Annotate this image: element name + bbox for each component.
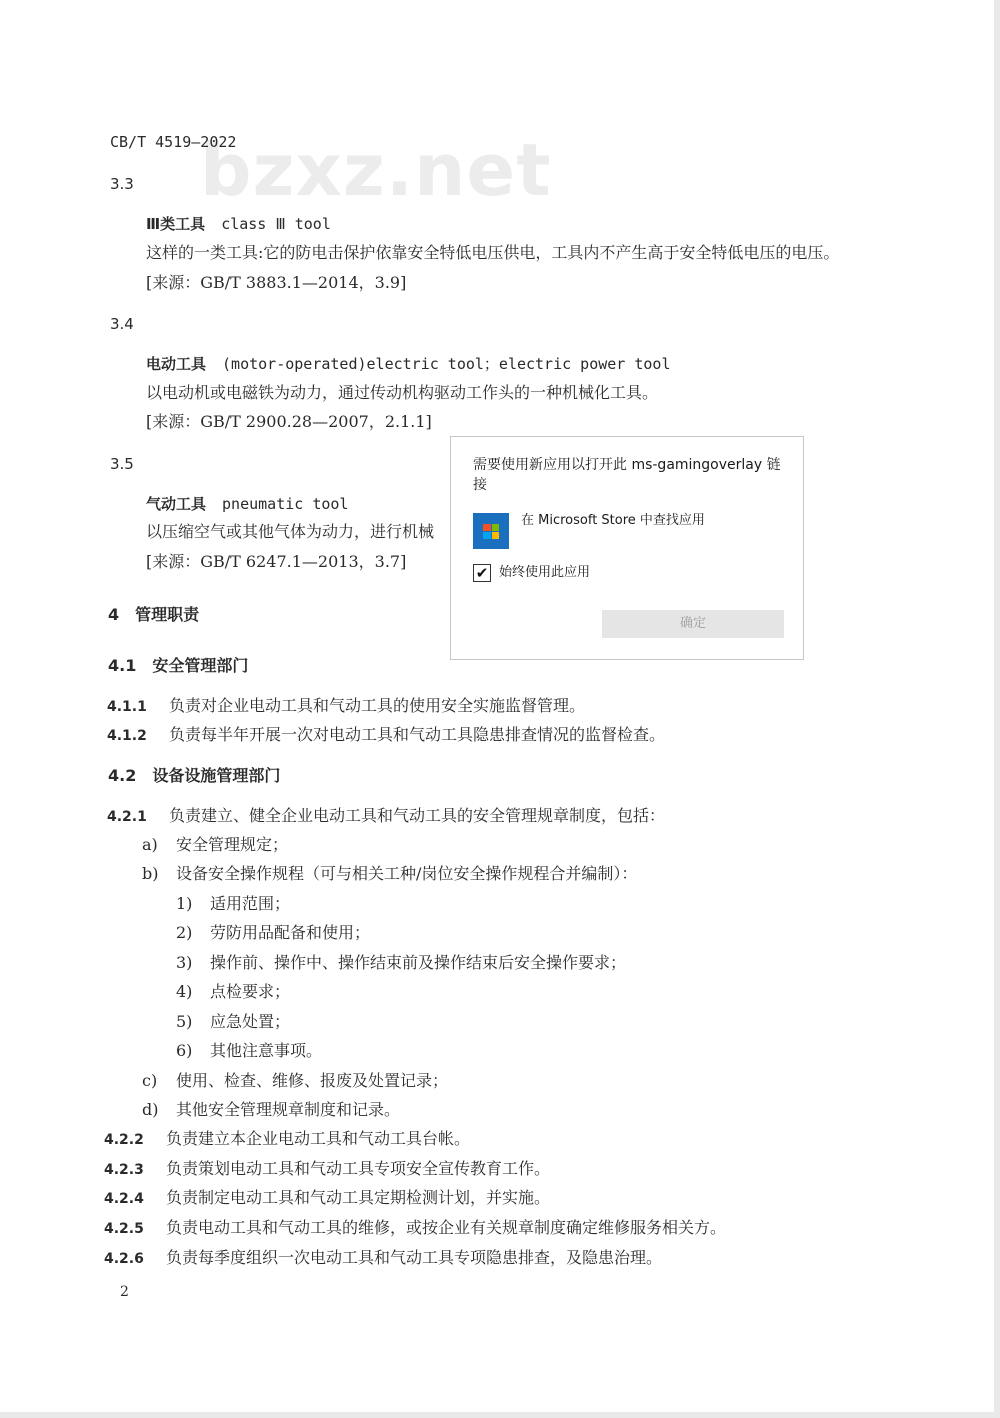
confirm-button[interactable]: 确定 xyxy=(602,610,784,638)
list-item-b xyxy=(142,864,637,884)
clause-text: 负责对企业电动工具和气动工具的使用安全实施监督管理。 xyxy=(169,696,586,715)
list-label: d) xyxy=(142,1100,159,1119)
clause-4-2-6 xyxy=(104,1248,662,1269)
source-3-4: [来源：GB/T 2900.28—2007，2.1.1] xyxy=(146,412,432,431)
term-zh: Ⅲ类工具 xyxy=(146,215,206,233)
always-use-label[interactable]: 始终使用此应用 xyxy=(499,565,591,580)
sublist-item xyxy=(176,923,370,943)
clause-text: 负责每季度组织一次电动工具和气动工具专项隐患排查，及隐患治理。 xyxy=(166,1248,663,1267)
document-header: CB/T 4519—2022 xyxy=(110,133,237,151)
clause-text: 负责策划电动工具和气动工具专项安全宣传教育工作。 xyxy=(166,1159,551,1178)
list-text: 其他安全管理规章制度和记录。 xyxy=(176,1100,401,1119)
clause-4-2-3 xyxy=(104,1159,550,1180)
clause-num: 4.1.1 xyxy=(107,699,147,715)
sublist-item xyxy=(176,894,290,914)
term-3-4 xyxy=(146,354,671,374)
list-label: 4) xyxy=(176,982,193,1001)
clause-number: 3.4 xyxy=(110,315,134,333)
clause-number: 3.3 xyxy=(110,175,134,193)
list-text: 安全管理规定； xyxy=(176,835,289,854)
list-item-d xyxy=(142,1100,400,1120)
clause-num: 4.2.6 xyxy=(104,1251,144,1267)
list-text: 使用、检查、维修、报废及处置记录； xyxy=(176,1071,449,1090)
always-use-checkbox[interactable] xyxy=(473,564,491,582)
clause-4-2-4 xyxy=(104,1188,550,1209)
list-text: 应急处置； xyxy=(210,1012,291,1031)
clause-text: 负责建立本企业电动工具和气动工具台帐。 xyxy=(166,1129,471,1148)
list-item-c xyxy=(142,1071,448,1091)
clause-4-2-2 xyxy=(104,1129,470,1150)
list-label: a) xyxy=(142,835,158,854)
watermark: bzxz.net xyxy=(200,128,552,212)
section-heading-4-2: 4.2 设备设施管理部门 xyxy=(108,766,281,785)
term-en: class Ⅲ tool xyxy=(221,215,331,233)
clause-text: 负责建立、健全企业电动工具和气动工具的安全管理规章制度，包括： xyxy=(169,806,666,825)
clause-4-2-5 xyxy=(104,1218,726,1239)
clause-num: 4.2.5 xyxy=(104,1221,144,1237)
section-heading-4-1: 4.1 安全管理部门 xyxy=(108,656,249,675)
term-zh: 电动工具 xyxy=(146,355,207,373)
list-text: 设备安全操作规程（可与相关工种/岗位安全操作规程合并编制）： xyxy=(176,864,638,883)
list-text: 点检要求； xyxy=(210,982,291,1001)
sublist-item xyxy=(176,1012,290,1032)
definition-3-3: 这样的一类工具:它的防电击保护依靠安全特低电压供电，工具内不产生高于安全特低电压的电压。 xyxy=(146,243,840,262)
list-label: 5) xyxy=(176,1012,193,1031)
list-label: 3) xyxy=(176,953,193,972)
definition-3-4: 以电动机或电磁铁为动力，通过传动机构驱动工作头的一种机械化工具。 xyxy=(146,383,659,402)
source-3-3: [来源：GB/T 3883.1—2014，3.9] xyxy=(146,273,407,292)
page-number: 2 xyxy=(120,1284,129,1300)
clause-num: 4.2.2 xyxy=(104,1132,144,1148)
term-zh: 气动工具 xyxy=(146,495,207,513)
clause-text: 负责制定电动工具和气动工具定期检测计划，并实施。 xyxy=(166,1188,551,1207)
clause-num: 4.1.2 xyxy=(107,728,147,744)
definition-3-5: 以压缩空气或其他气体为动力，进行机械 xyxy=(146,522,435,541)
sublist-item xyxy=(176,953,626,973)
term-en: (motor-operated)electric tool；electric power tool xyxy=(222,355,671,373)
clause-num: 4.2.4 xyxy=(104,1191,144,1207)
page-edge xyxy=(994,0,1000,1418)
list-item-a xyxy=(142,835,288,855)
list-label: 6) xyxy=(176,1041,193,1060)
clause-4-1-2 xyxy=(107,725,665,746)
clause-num: 4.2.1 xyxy=(107,809,147,825)
term-3-5 xyxy=(146,494,348,514)
list-label: c) xyxy=(142,1071,158,1090)
clause-text: 负责每半年开展一次对电动工具和气动工具隐患排查情况的监督检查。 xyxy=(169,725,666,744)
open-with-dialog xyxy=(450,436,804,660)
term-en: pneumatic tool xyxy=(222,495,349,513)
list-text: 其他注意事项。 xyxy=(210,1041,323,1060)
section-heading-4: 4 管理职责 xyxy=(108,605,200,624)
microsoft-store-icon[interactable] xyxy=(473,513,509,549)
clause-text: 负责电动工具和气动工具的维修，或按企业有关规章制度确定维修服务相关方。 xyxy=(166,1218,727,1237)
clause-4-2-1 xyxy=(107,806,665,827)
page-edge xyxy=(0,1412,1000,1418)
sublist-item xyxy=(176,1041,322,1061)
dialog-title: 需要使用新应用以打开此 ms-gamingoverlay 链接 xyxy=(473,457,781,493)
store-option-label[interactable]: 在 Microsoft Store 中查找应用 xyxy=(521,513,705,528)
checkmark-icon: ✔ xyxy=(475,564,489,582)
list-text: 劳防用品配备和使用； xyxy=(210,923,371,942)
term-3-3 xyxy=(146,214,331,234)
clause-number: 3.5 xyxy=(110,455,134,473)
list-text: 适用范围； xyxy=(210,894,291,913)
sublist-item xyxy=(176,982,290,1002)
list-label: 2) xyxy=(176,923,193,942)
clause-4-1-1 xyxy=(107,696,585,717)
list-label: 1) xyxy=(176,894,193,913)
list-label: b) xyxy=(142,864,159,883)
source-3-5: [来源：GB/T 6247.1—2013，3.7] xyxy=(146,552,407,571)
clause-num: 4.2.3 xyxy=(104,1162,144,1178)
list-text: 操作前、操作中、操作结束前及操作结束后安全操作要求； xyxy=(210,953,627,972)
store-logo xyxy=(483,524,499,539)
